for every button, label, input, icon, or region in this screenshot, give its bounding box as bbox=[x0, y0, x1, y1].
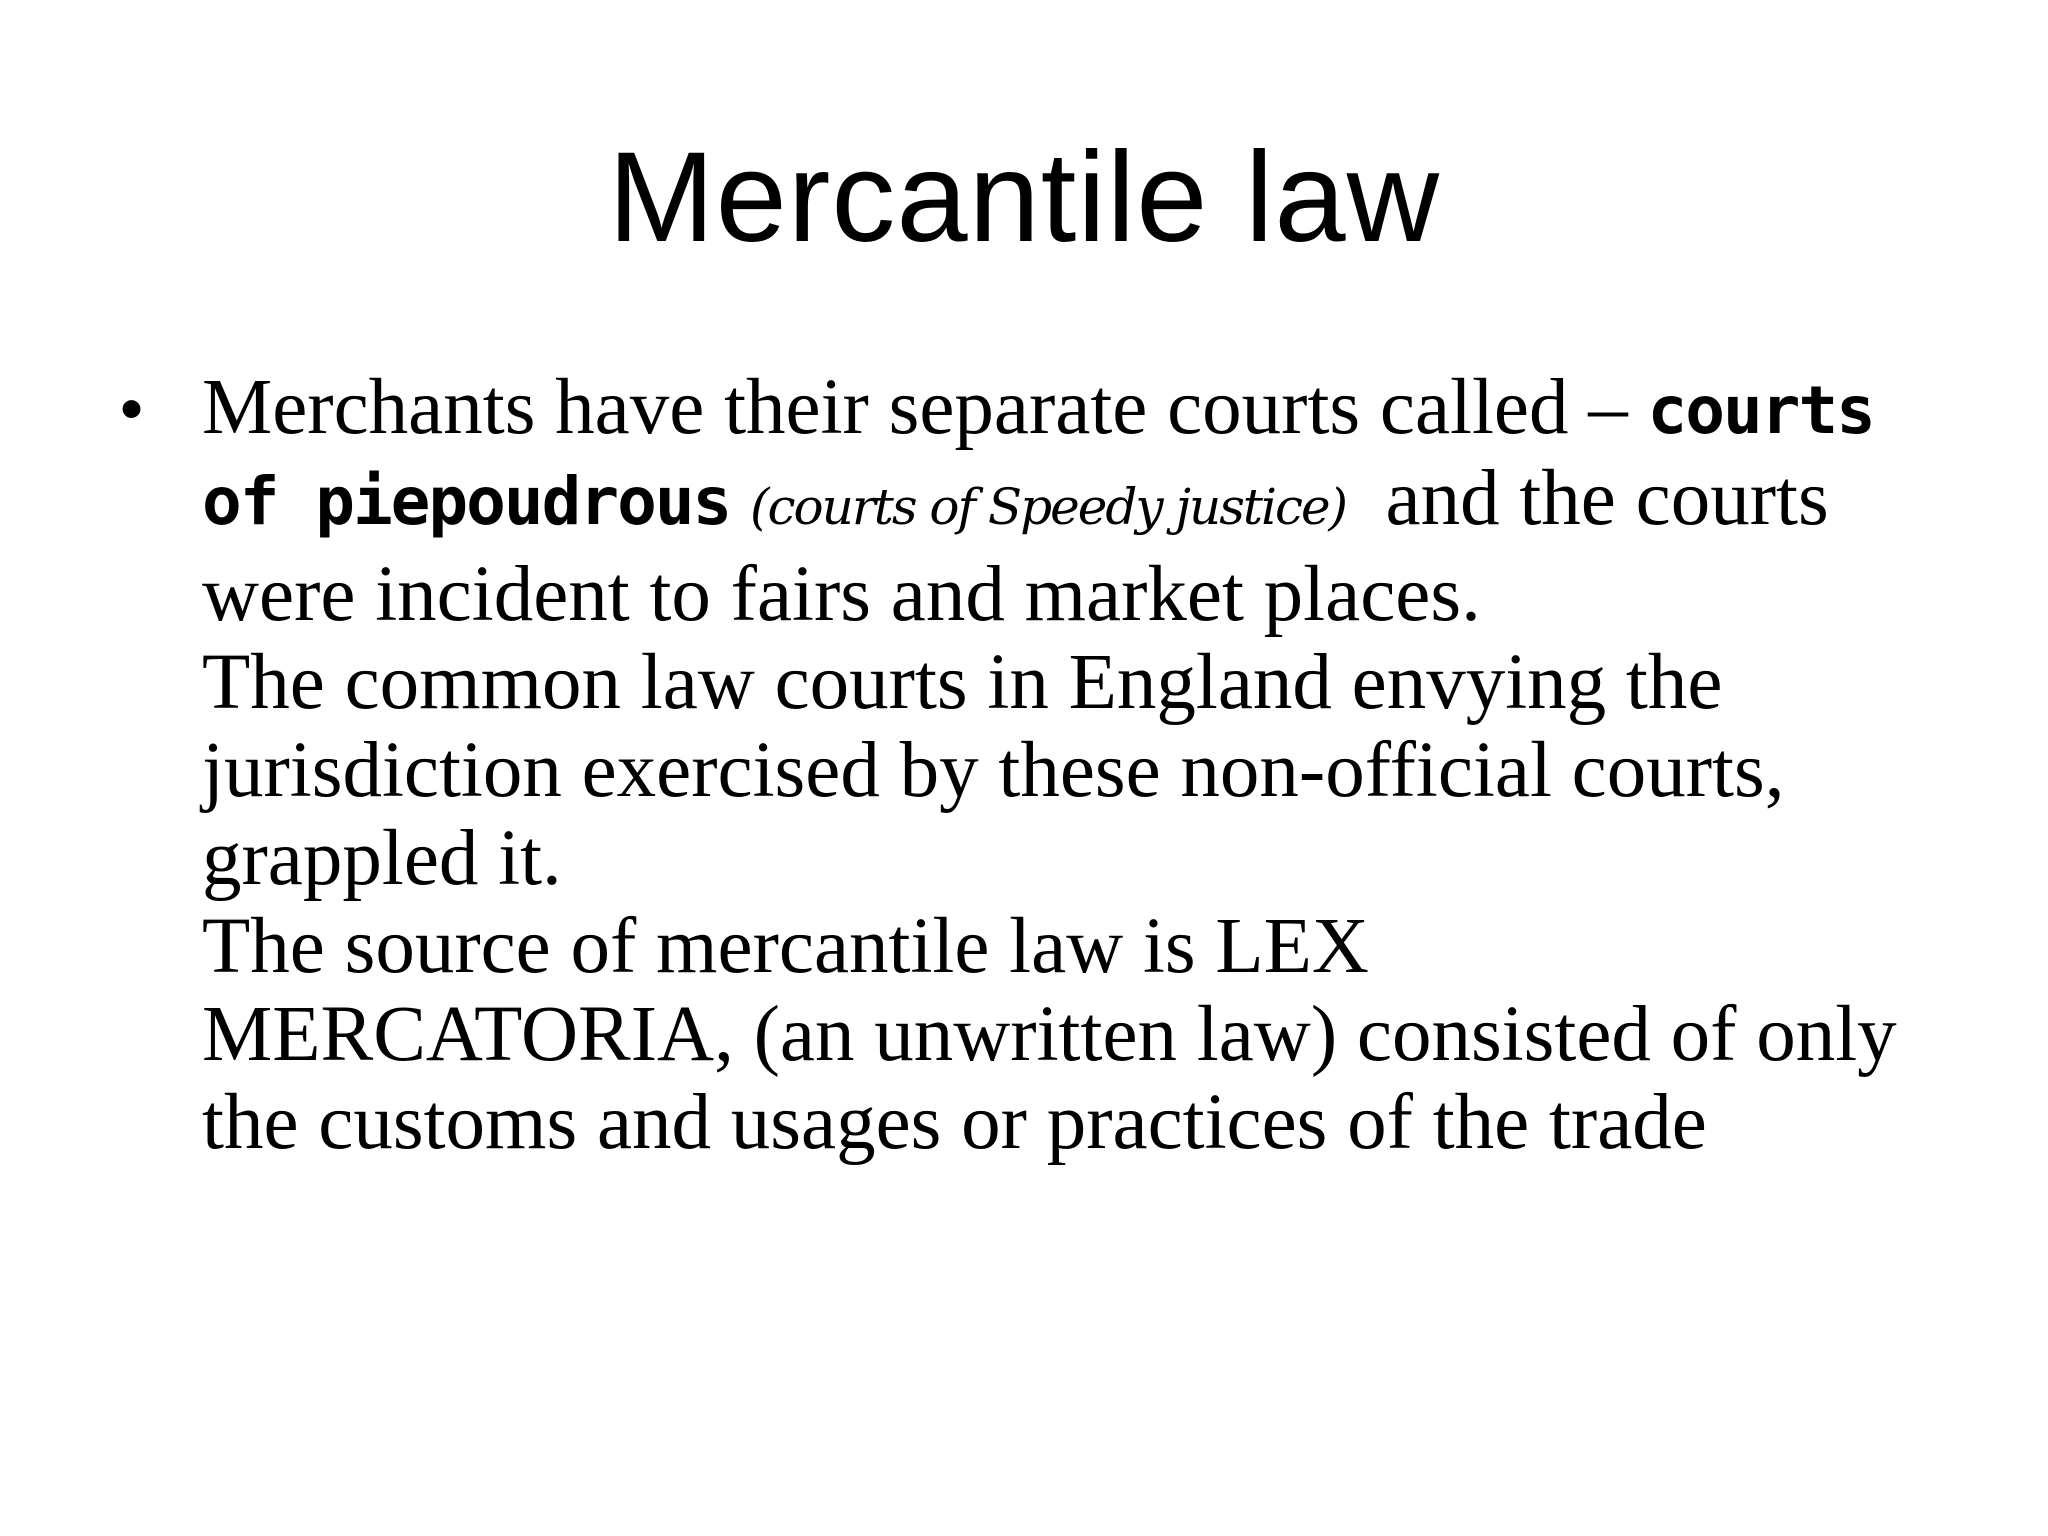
bullet-symbol: • bbox=[120, 371, 144, 445]
bullet-item bbox=[120, 364, 1950, 1167]
text-line-2 bbox=[202, 455, 1950, 551]
text-line-1 bbox=[202, 364, 1950, 455]
text-line-3: were incident to fairs and market places. bbox=[202, 551, 1481, 638]
text-line-8: MERCATORIA, (an unwritten law) consisted of only bbox=[202, 991, 1897, 1078]
text-line-9: the customs and usages or practices of the trade bbox=[202, 1079, 1707, 1166]
slide-title: Mercantile law bbox=[607, 126, 1441, 269]
emphasis-courts: courts bbox=[1647, 372, 1874, 449]
text-line-5: jurisdiction exercised by these non-official courts, bbox=[202, 727, 1785, 814]
text-line-7: The source of mercantile law is LEX bbox=[202, 903, 1369, 990]
line-2-text: and the courts bbox=[1385, 455, 1829, 542]
bullet-list bbox=[120, 364, 1950, 1167]
text-line-4: The common law courts in England envying the bbox=[202, 639, 1723, 726]
text-line-6: grappled it. bbox=[202, 815, 562, 902]
line-1-text: Merchants have their separate courts called – bbox=[202, 364, 1648, 451]
emphasis-piepoudrous: of piepoudrous bbox=[202, 463, 731, 540]
italic-note-speedy-justice: (courts of Speedy justice) bbox=[750, 478, 1347, 536]
